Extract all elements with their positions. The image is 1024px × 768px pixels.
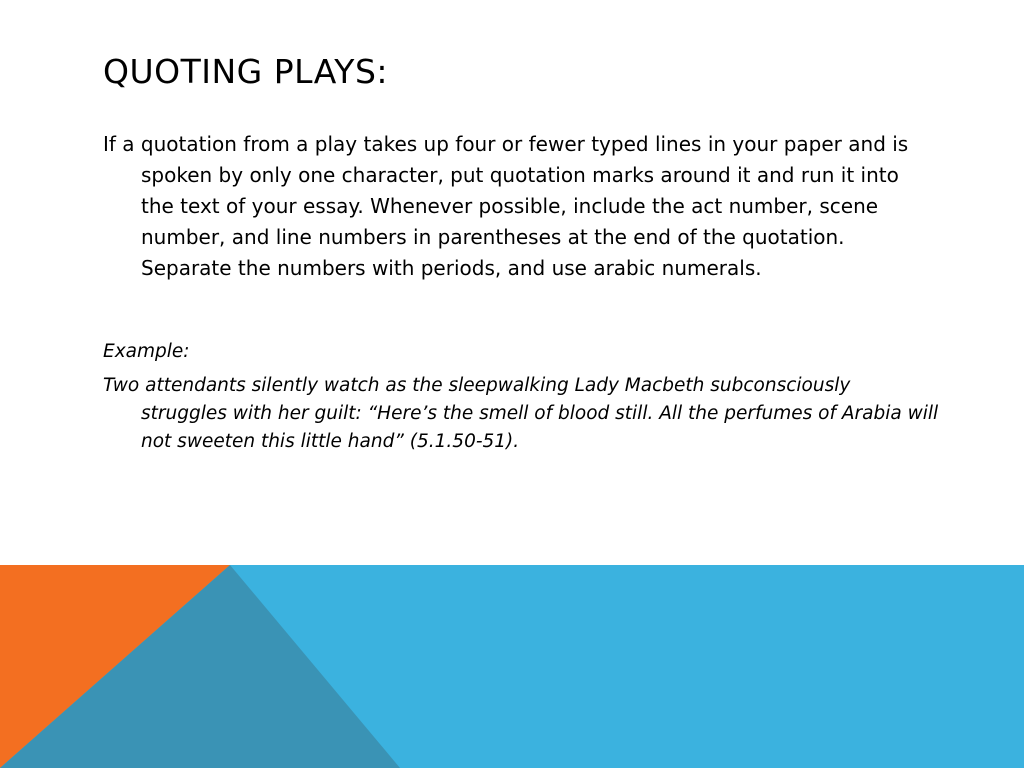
body-paragraph: If a quotation from a play takes up four or fewer typed lines in your paper and is spoken by only one character, put quotation marks around it and run it into the text of your essay. Whenever possible, include the act number, scene number, and line numbers in parentheses at the end of the quotation. Separate the numbers with periods, and use arabic numerals. [103,132,909,280]
slide-content [103,129,939,456]
example-label: Example: [103,341,190,362]
slide-title: QUOTING PLAYS: [103,52,389,91]
example-quotation: Two attendants silently watch as the sleepwalking Lady Macbeth subconsciously struggles with her guilt: “Here’s the smell of blood still. All the perfumes of Arabia will not sweeten this little hand” (5.1.50-51). [103,375,939,452]
decorative-banner [0,565,1024,768]
